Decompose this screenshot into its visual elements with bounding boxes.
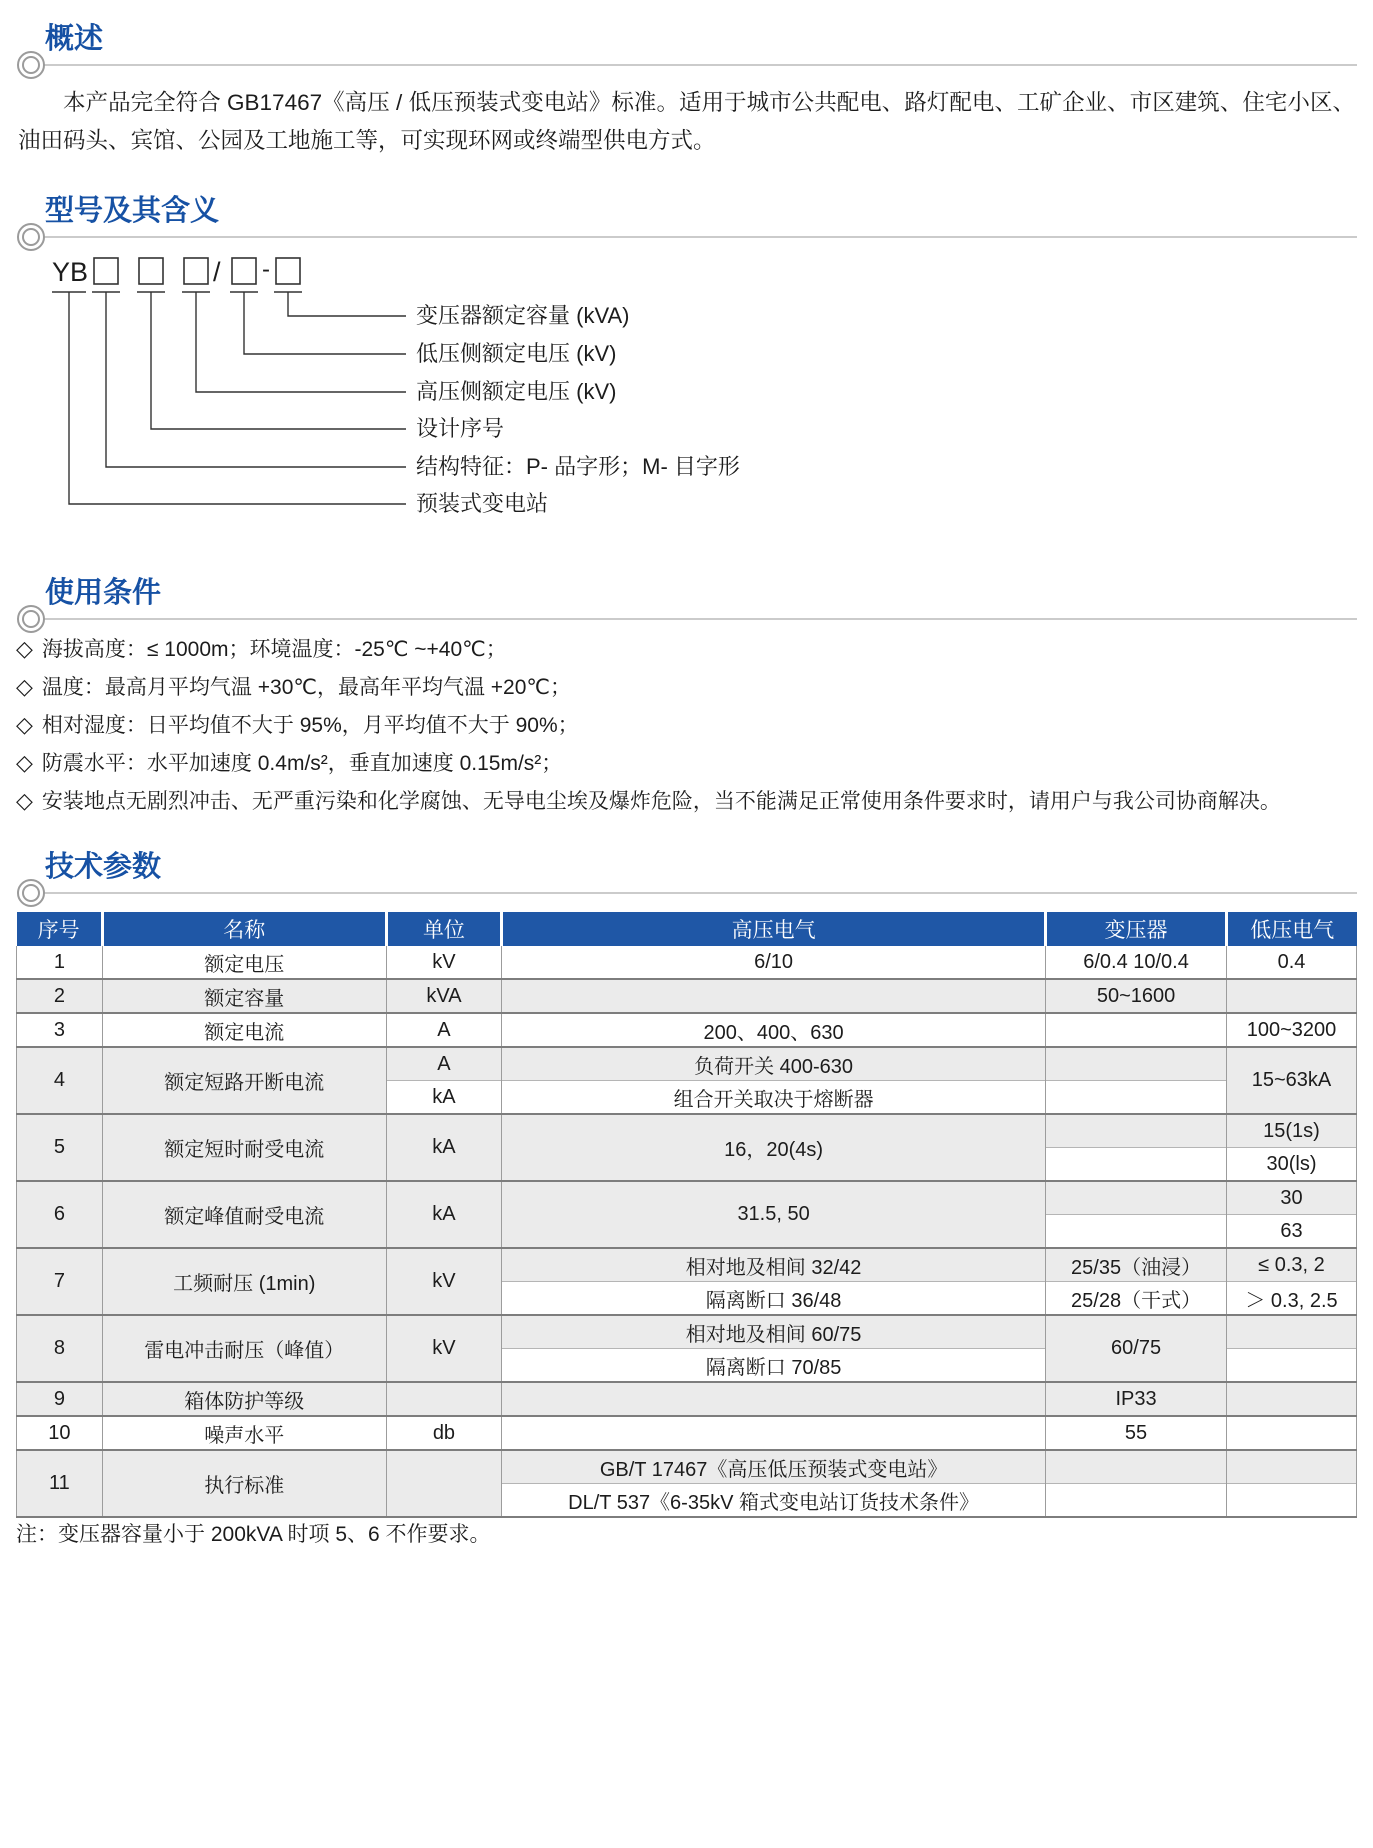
table-cell <box>1046 1181 1227 1215</box>
table-cell <box>386 1382 501 1416</box>
table-cell: 60/75 <box>1046 1315 1227 1382</box>
table-cell: 6/10 <box>502 946 1046 979</box>
divider-line <box>32 64 1357 66</box>
overview-paragraph: 本产品完全符合 GB17467《高压 / 低压预装式变电站》标准。适用于城市公共配电、路灯配电、工矿企业、市区建筑、住宅小区、油田码头、宾馆、公园及工地施工等，可实现环网或终端型供电方式。 <box>18 90 1355 153</box>
condition-text: 安装地点无剧烈冲击、无严重污染和化学腐蚀、无导电尘埃及爆炸危险，当不能满足正常使用条件要求时，请用户与我公司协商解决。 <box>41 790 1281 813</box>
table-header-tf: 变压器 <box>1046 912 1227 946</box>
table-cell: 50~1600 <box>1046 979 1227 1013</box>
table-cell: 5 <box>17 1114 103 1181</box>
table-row <box>17 1248 1357 1282</box>
table-cell: 11 <box>17 1450 103 1517</box>
table-cell: kVA <box>386 979 501 1013</box>
model-label-capacity: 变压器额定容量 (kVA) <box>416 303 630 328</box>
table-cell: 箱体防护等级 <box>102 1382 386 1416</box>
table-cell <box>1227 1349 1357 1383</box>
condition-item <box>16 782 1361 820</box>
table-cell: 10 <box>17 1416 103 1450</box>
table-cell: 额定电流 <box>102 1013 386 1047</box>
section-overview-header <box>0 22 1373 90</box>
table-cell <box>1046 1114 1227 1148</box>
model-code-diagram <box>50 250 820 530</box>
section-title-specs: 技术参数 <box>45 851 162 883</box>
table-cell: 负荷开关 400-630 <box>502 1047 1046 1081</box>
table-cell: db <box>386 1416 501 1450</box>
table-cell: 6 <box>17 1181 103 1248</box>
model-box-hv <box>184 258 208 284</box>
model-box-capacity <box>276 258 300 284</box>
table-cell: 8 <box>17 1315 103 1382</box>
diamond-bullet-icon: ◇ <box>16 674 33 699</box>
table-cell: 相对地及相间 60/75 <box>502 1315 1046 1349</box>
section-title-model: 型号及其含义 <box>45 195 220 227</box>
model-box-design <box>139 258 163 284</box>
ring-decoration-icon <box>17 51 45 79</box>
diamond-bullet-icon: ◇ <box>16 788 33 813</box>
table-cell: 9 <box>17 1382 103 1416</box>
table-cell: 2 <box>17 979 103 1013</box>
table-cell: ≤ 0.3, 2 <box>1227 1248 1357 1282</box>
table-cell: 55 <box>1046 1416 1227 1450</box>
table-cell: 25/35（油浸） <box>1046 1248 1227 1282</box>
diamond-bullet-icon: ◇ <box>16 636 33 661</box>
table-footnote: 注：变压器容量小于 200kVA 时项 5、6 不作要求。 <box>16 1523 491 1546</box>
table-cell: kA <box>386 1181 501 1248</box>
table-cell: 15(1s) <box>1227 1114 1357 1148</box>
table-cell: 组合开关取决于熔断器 <box>502 1081 1046 1115</box>
table-cell: kV <box>386 946 501 979</box>
table-cell: 63 <box>1227 1215 1357 1249</box>
table-cell: 100~3200 <box>1227 1013 1357 1047</box>
table-cell <box>1046 1450 1227 1484</box>
table-cell <box>1227 1382 1357 1416</box>
condition-item <box>16 668 1361 706</box>
table-cell: 工频耐压 (1min) <box>102 1248 386 1315</box>
table-cell: 16，20(4s) <box>502 1114 1046 1181</box>
table-row <box>17 1450 1357 1484</box>
table-cell <box>502 979 1046 1013</box>
table-cell: 额定容量 <box>102 979 386 1013</box>
condition-item <box>16 706 1361 744</box>
table-cell: 200、400、630 <box>502 1013 1046 1047</box>
table-cell: 1 <box>17 946 103 979</box>
model-box-structure <box>94 258 118 284</box>
section-title-overview: 概述 <box>45 23 104 55</box>
table-cell: 相对地及相间 32/42 <box>502 1248 1046 1282</box>
table-row <box>17 1382 1357 1416</box>
condition-text: 海拔高度：≤ 1000m；环境温度：-25℃ ~+40℃； <box>41 638 507 661</box>
model-label-structure: 结构特征：P- 品字形；M- 目字形 <box>416 454 740 479</box>
section-title-conditions: 使用条件 <box>45 577 162 609</box>
table-cell <box>502 1416 1046 1450</box>
condition-text: 温度：最高月平均气温 +30℃，最高年平均气温 +20℃； <box>41 676 572 699</box>
table-cell <box>1227 1484 1357 1518</box>
table-cell: 隔离断口 36/48 <box>502 1282 1046 1316</box>
table-cell: 30(ls) <box>1227 1148 1357 1182</box>
table-cell: 7 <box>17 1248 103 1315</box>
table-cell: 隔离断口 70/85 <box>502 1349 1046 1383</box>
condition-item <box>16 744 1361 782</box>
table-row <box>17 946 1357 979</box>
model-slash: / <box>213 257 221 287</box>
table-cell <box>1046 1081 1227 1115</box>
conditions-list <box>16 630 1361 820</box>
table-cell: 31.5, 50 <box>502 1181 1046 1248</box>
divider-line <box>32 892 1357 894</box>
ring-decoration-icon <box>17 605 45 633</box>
table-cell: GB/T 17467《高压低压预装式变电站》 <box>502 1450 1046 1484</box>
table-row <box>17 1416 1357 1450</box>
divider-line <box>32 236 1357 238</box>
table-cell <box>502 1382 1046 1416</box>
model-prefix: YB <box>52 257 89 287</box>
table-cell: 15~63kA <box>1227 1047 1357 1114</box>
condition-text: 相对湿度：日平均值不大于 95%，月平均值不大于 90%； <box>41 714 579 737</box>
table-cell <box>1227 1450 1357 1484</box>
table-row <box>17 979 1357 1013</box>
table-cell: 3 <box>17 1013 103 1047</box>
table-cell <box>1227 1416 1357 1450</box>
model-label-lv: 低压侧额定电压 (kV) <box>416 341 617 366</box>
table-cell <box>1046 1484 1227 1518</box>
ring-decoration-icon <box>17 879 45 907</box>
table-cell: 25/28（干式） <box>1046 1282 1227 1316</box>
table-cell: kA <box>386 1114 501 1181</box>
table-header-hv: 高压电气 <box>502 912 1046 946</box>
diamond-bullet-icon: ◇ <box>16 750 33 775</box>
table-cell: 额定电压 <box>102 946 386 979</box>
condition-text: 防震水平：水平加速度 0.4m/s²，垂直加速度 0.15m/s²； <box>41 752 563 775</box>
model-dash: - <box>262 256 270 283</box>
table-cell <box>1046 1013 1227 1047</box>
table-cell: 6/0.4 10/0.4 <box>1046 946 1227 979</box>
table-header-row <box>17 912 1357 946</box>
diamond-bullet-icon: ◇ <box>16 712 33 737</box>
ring-decoration-icon <box>17 223 45 251</box>
model-label-station: 预装式变电站 <box>416 491 549 516</box>
table-cell: 额定峰值耐受电流 <box>102 1181 386 1248</box>
table-header-lv: 低压电气 <box>1227 912 1357 946</box>
table-row <box>17 1114 1357 1148</box>
section-specs-header <box>0 850 1373 918</box>
table-cell: kA <box>386 1081 501 1115</box>
divider-line <box>32 618 1357 620</box>
table-row <box>17 1013 1357 1047</box>
table-cell <box>1046 1148 1227 1182</box>
table-cell <box>1227 1315 1357 1349</box>
table-cell: 雷电冲击耐压（峰值） <box>102 1315 386 1382</box>
model-box-lv <box>232 258 256 284</box>
table-cell: 额定短路开断电流 <box>102 1047 386 1114</box>
specs-table <box>16 912 1357 1518</box>
table-row <box>17 1315 1357 1349</box>
table-cell: ＞ 0.3, 2.5 <box>1227 1282 1357 1316</box>
condition-item <box>16 630 1361 668</box>
table-cell: DL/T 537《6-35kV 箱式变电站订货技术条件》 <box>502 1484 1046 1518</box>
table-cell <box>1046 1215 1227 1249</box>
table-cell: 0.4 <box>1227 946 1357 979</box>
table-cell <box>386 1450 501 1517</box>
table-cell: A <box>386 1013 501 1047</box>
table-cell: kV <box>386 1248 501 1315</box>
table-row <box>17 1047 1357 1081</box>
table-cell: 4 <box>17 1047 103 1114</box>
table-cell <box>1227 979 1357 1013</box>
table-header-unit: 单位 <box>386 912 501 946</box>
table-cell: 噪声水平 <box>102 1416 386 1450</box>
model-connectors <box>69 292 406 504</box>
table-cell: 30 <box>1227 1181 1357 1215</box>
table-header-name: 名称 <box>102 912 386 946</box>
table-cell: A <box>386 1047 501 1081</box>
table-header-no: 序号 <box>17 912 103 946</box>
model-label-hv: 高压侧额定电压 (kV) <box>416 379 617 404</box>
table-row <box>17 1181 1357 1215</box>
table-cell <box>1046 1047 1227 1081</box>
table-cell: 额定短时耐受电流 <box>102 1114 386 1181</box>
table-cell: 执行标准 <box>102 1450 386 1517</box>
table-cell: IP33 <box>1046 1382 1227 1416</box>
model-label-design: 设计序号 <box>416 416 505 441</box>
table-cell: kV <box>386 1315 501 1382</box>
